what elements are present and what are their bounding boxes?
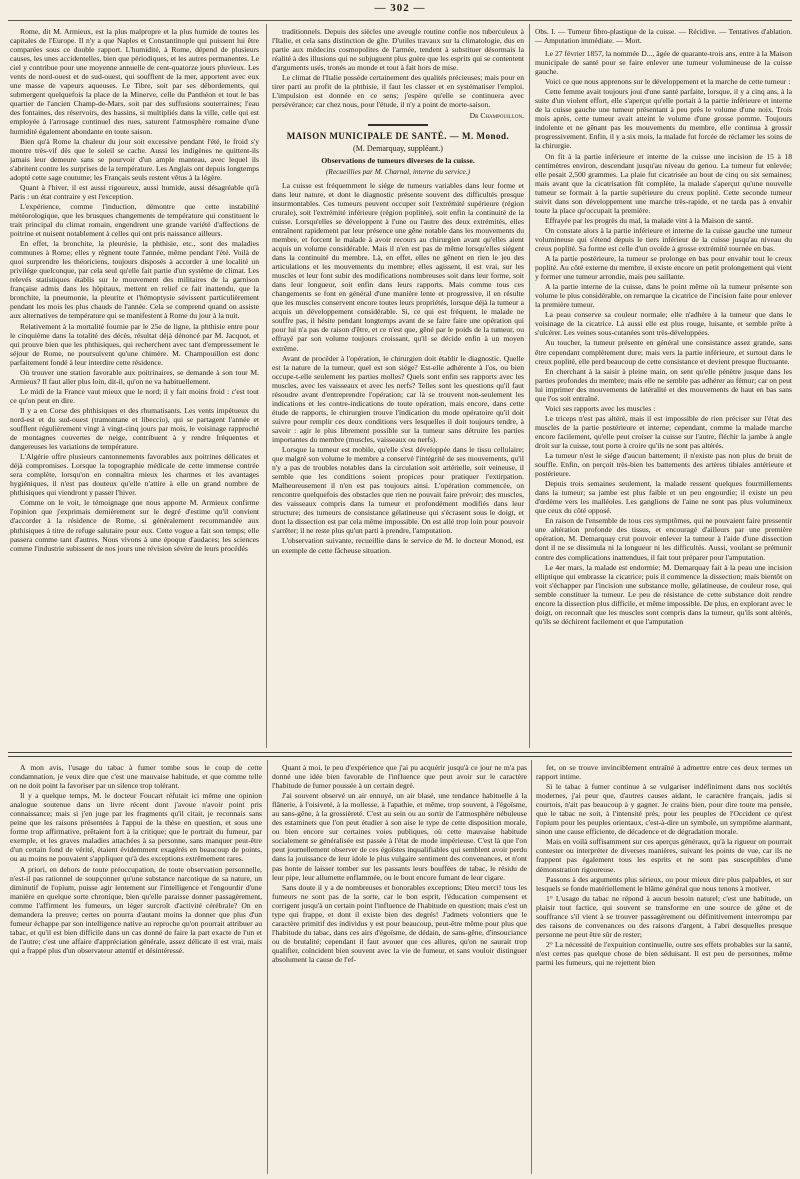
- paragraph: A la partie interne de la cuisse, dans le point même où la tumeur présente son volume le plus considérable, on remarque la cicatrice de l'incision faite pour enlever la première tumeur.: [535, 282, 792, 310]
- paragraph: La tumeur n'est le siége d'aucun battement; il n'existe pas non plus de bruit de souffle. Enfin, on perçoit très-bien les battements des artères tibiales antérieure et postérieure.: [535, 451, 792, 479]
- paragraph: La peau conserve sa couleur normale; elle n'adhère à la tumeur que dans le voisinage de la cicatrice. Là aussi elle est plus rouge, luisante, et semble prête à s'ulcérer. Les veines sous-cutanées sont très-développées.: [535, 310, 792, 338]
- paragraph: Avant de procéder à l'opération, le chirurgien doit établir le diagnostic. Quelle est la nature de la tumeur, quel est son siége? Est-elle adhérente à l'os, ou bien occupe-t-elle seulement les parties molles? Quels sont enfin ses rapports avec les muscles, avec les vaisseaux et avec les nerfs? Telles sont les questions qu'il faut résoudre avant d'entreprendre l'opération; car là se trouvent non-seulement les indications et les contre-indications de toute opération, mais encore, dans cette étude de rapports, le chirurgien trouve l'indication du mode opératoire qu'il doit suivre pour remplir ces deux conditions vers lesquelles il doit toujours tendre, à savoir : agir le plus librement possible sur la tumeur sans détruire les parties importantes du membre (muscles, vaisseaux ou nerfs).: [272, 353, 524, 444]
- paragraph: fet, on se trouve invinciblement entraîné à admettre entre ces deux termes un rapport intime.: [536, 763, 792, 782]
- column-rule: [266, 24, 267, 748]
- paragraph: Cette femme avait toujours joui d'une santé parfaite, lorsque, il y a cinq ans, à la suite d'un violent effort, elle s'aperçut qu'elle portait à la partie inférieure et interne de la cuisse gauche une tumeur présentant à peu près le volume d'une noix. Trois mois après, cette tumeur avait atteint le volume d'une grosse pomme. Toujours indolente et ne gênant pas les mouvements du membre, elle continua à grossir progressivement. Enfin, il y a six mois, la malade fut forcée de réclamer les soins de la chirurgie.: [535, 87, 792, 151]
- paragraph: Quant à l'hiver, il est aussi rigoureux, aussi humide, aussi désagréable qu'à Paris : un état contraire y est l'exception.: [10, 182, 259, 201]
- column-rule: [529, 24, 530, 748]
- page-number: — 302 —: [374, 2, 426, 14]
- paragraph: La cuisse est fréquemment le siége de tumeurs variables dans leur forme et dans leur nature, et dont le diagnostic présente souvent des difficultés presque insurmontables. Ces tumeurs peuvent occuper soit l'extrémité supérieure (région crurale), soit l'extrémité inférieure (région poplitée), soit enfin la continuité de la cuisse. Lorsqu'elles se développent à l'une ou l'autre des deux extrémités, elles entraînent rapidement par leur présence une gêne notable dans les mouvements du membre, et forcent le malade à avoir recours au chirurgien avant qu'elles aient acquis un volume considérable. Mais il n'en est pas de même lorsqu'elles siégent dans la continuité du membre. Là, en effet, elles ne gênent en rien le jeu des articulations et les mouvements du membre; elles agissent, il est vrai, sur les muscles et leur font subir des modifications nombreuses soit dans leur forme, soit dans leur longueur, soit enfin dans leurs rapports. Mais comme tous ces changements se font en général d'une manière lente et progressive, il en résulte que les muscles conservent encore toutes leurs propriétés, lorsque déjà la tumeur a acquis un développement considérable. Si, ce qui est fréquent, le malade ne souffre pas, il hésite pendant longtemps avant de se faire faire une opération qui pour lui n'a pas de raison d'être, et ce n'est que, gêné par le poids de la tumeur, ou effrayé par son volume toujours croissant, qu'il se décide enfin à un moyen extrême.: [272, 180, 524, 353]
- paragraph: L'observation suivante, recueillie dans le service de M. le docteur Monod, est un exemple de cette fâcheuse situation.: [272, 536, 524, 555]
- section-subheading: (M. Demarquay, suppléant.): [353, 143, 443, 153]
- paragraph: A la partie postérieure, la tumeur se prolonge en bas pour envahir tout le creux poplité. Au côté externe du membre, il existe encore un petit prolongement qui vient y former une tumeur arrondie, mais peu saillante.: [535, 254, 792, 282]
- article-column-2: [272, 27, 524, 743]
- header-rule: [8, 20, 792, 21]
- paragraph: Le triceps n'est pas altéré, mais il est impossible de rien préciser sur l'état des muscles de la partie postérieure et interne; cependant, comme la malade marche encore facilement, qu'elle peut croiser la cuisse sur l'autre, fléchir la jambe à angle droit sur la cuisse, tout porte à croire qu'ils ne sont pas altérés.: [535, 413, 792, 450]
- column-rule: [267, 760, 268, 1174]
- paragraph: Bien qu'à Rome la chaleur du jour soit excessive pendant l'été, le froid s'y montre très-vif dès que le soleil se cache. Aussi les indigènes ne quittent-ils jamais leur demeure sans se pourvoir d'un ample manteau, avec lequel ils s'abritent contre les surprises de la température. Les Anglais ont depuis longtemps adopté cette sage coutume; les Français seuls restent vêtus à la légère.: [10, 136, 259, 182]
- feuilleton-column-1: [10, 763, 262, 1173]
- paragraph: Où trouver une station favorable aux poitrinaires, se demande à son tour M. Armieux? Il faut aller plus loin, dit-il, qu'on ne va habituellement.: [10, 367, 259, 386]
- article-credit: (Recueillies par M. Charnal, interne du service.): [325, 166, 471, 176]
- section-separator: [8, 752, 792, 753]
- section-divider: [368, 124, 428, 126]
- paragraph: Au toucher, la tumeur présente en général une consistance assez grande, sans être cependant complètement dure; mais vers la partie inférieure, et surtout dans le creux poplité, elle perd beaucoup de cette consistance et devient presque fluctuante.: [535, 338, 792, 366]
- paragraph: Il y a en Corse des phthisiques et des rhumatisants. Les vents impétueux du nord-est et du sud-ouest (tramontane et libeccio), qui se partagent l'année et soufflent régulièrement vingt à vingt-cinq jours par mois, le voisinage rapproché de montagnes couvertes de neige, contribuent à y rendre fréquentes et dangereuses les variations de température.: [10, 405, 259, 452]
- paragraph: L'expérience, comme l'induction, démontre que cette instabilité météorologique, que les brusques changements de température qui constituent le trait principal du climat romain, engendrent une grande variété d'affections de poitrine et nuisent notablement à celles qui ont pris naissance ailleurs.: [10, 201, 259, 239]
- paragraph: A mon avis, l'usage du tabac à fumer tombe sous le coup de cette condamnation, je veux dire que c'est une mauvaise habitude, et que comme telle on ne doit point la favoriser par un silence trop tolérant.: [10, 763, 262, 791]
- paragraph: Lorsque la tumeur est mobile, qu'elle s'est développée dans le tissu cellulaire; que malgré son volume le membre a conservé l'intégrité de ses mouvements, qu'il n'y a pas de troubles notables dans la circulation soit artérielle, soit veineuse, il semble que les conditions soient propices pour pratiquer l'extirpation. Malheureusement il n'en est pas toujours ainsi. L'opération commencée, on rencontre quelquefois des obstacles que rien ne pouvait faire prévoir; des muscles, des vaisseaux compris dans la tumeur et profondément modifiés dans leur structure; des tumeurs de consistance gélatineuse qui s'écrasent sous le doigt, et dont la dissection est par cela même impossible. On est allé trop loin pour pouvoir s'arrêter; il ne reste plus qu'un parti à prendre, l'amputation.: [272, 445, 524, 536]
- paragraph: On fit à la partie inférieure et interne de la cuisse une incision de 15 à 18 centimètres environ, descendant jusqu'au niveau du genou. La tumeur fut enlevée; elle pesait 2,500 grammes. La plaie fut cicatrisée au bout de cinq ou six semaines; mais avant que la cicatrisation fût complète, la malade s'aperçut qu'une nouvelle tumeur se formait à la partie supérieure du creux poplité. Cette seconde tumeur suivit dans son développement une marche très-rapide, et ne tarda pas à envahir toute la place qu'occupait la première.: [535, 151, 792, 215]
- article-column-3: [535, 27, 792, 743]
- paragraph: En effet, la bronchite, la pleurésie, la phthisie, etc., sont des maladies communes à Rome; elles y règnent toute l'année, même pendant l'été. Voilà de quoi surprendre les théoriciens, toujours disposés à accorder à une localité un privilége quelconque, par cela seul qu'elle fait partie d'un système de climat. Les relevés statistiques établis sur le mouvement des militaires de la garnison française admis dans les hôpitaux, mettent en relief ce fait inattendu, que la bronchite, la pneumonie, la pleurite et l'hémoptysie sévissent particulièrement pendant les mois les plus chauds de l'année. Cela se comprend quand on assiste aux alternatives de température qui se manifestent à Rome du jour à la nuit.: [10, 239, 259, 321]
- paragraph: L'Algérie offre plusieurs cantonnements favorables aux poitrines délicates et déjà compromises. Lorsque la topographie médicale de cette immense contrée sera complète, lorsqu'on en connaîtra mieux les charmes et les avantages hygiéniques, il n'est pas douteux qu'elle n'attire à elle un grand nombre de phthisiques qui viendront y passer l'hiver.: [10, 452, 259, 498]
- section-separator: [8, 756, 792, 757]
- paragraph: En cherchant à la saisir à pleine main, on sent qu'elle pénètre jusque dans les parties profondes du membre; mais elle ne semble pas adhérer au fémur; car on peut lui imprimer des mouvements de latéralité et des mouvements de haut en bas sans que l'os soit entraîné.: [535, 366, 792, 403]
- paragraph: Rome, dit M. Armieux, est la plus malpropre et la plus humide de toutes les capitales de l'Europe. Il n'y a que Naples et Constantinople qui puissent lui être comparées sous ce double rapport. L'humidité, à Rome, dépend de plusieurs causes, les unes accidentelles, bien que périodiques, et les autres permanentes. Le ciel y contribue pour une moyenne annuelle de cent-quatorze jours pluvieux. Les vents de nord-ouest et de sud-ouest, qui soufflent de la mer, apportent avec eux une masse de vapeurs aqueuses. Le Tibre, soit par ses débordements, qui submergent quelquefois la place de la Minerve, celle du Panthéon et tout le bas quartier de l'ancien Champ-de-Mars, soit par des suffusions souterraines; l'eau des fontaines, des réservoirs, des bassins, si multipliés dans la ville, celle qui est employée à l'arrosage continuel des rues, saturent l'atmosphère romaine d'une humidité également abondante en toute saison.: [10, 27, 259, 136]
- paragraph: traditionnels. Depuis des siècles une aveugle routine confie nos tuberculeux à l'Italie, et cela sans distinction de gîte. D'utiles travaux sur la climatologie, dus en partie aux médecins cosmopolites de l'armée, tendent à substituer désormais la réalité à des illusions qui ne subjuguent plus guère que les esprits qui se contentent d'arguments usés, tronés au monde et tout à fait hors de mise.: [272, 27, 524, 73]
- paragraph: Depuis trois semaines seulement, la malade ressent quelques fourmillements dans la tumeur; sa jambe est plus faible et un peu engourdie; il existe un peu d'œdème vers les malléoles. Les ganglions de l'aine ne sont pas plus volumineux que ceux du côté opposé.: [535, 479, 792, 516]
- article-title: Observations de tumeurs diverses de la cuisse.: [321, 155, 475, 165]
- feuilleton-column-3: [536, 763, 792, 1173]
- paragraph: Si le tabac à fumer continue à se vulgariser indéfiniment dans nos sociétés modernes, j'ai peur que, d'autres causes aidant, le caractère français, jadis si courtois, n'ait pas beaucoup à y gagner. Je crains bien, pour dire toute ma pensée, que le tabac ne soit, à l'intensité près, pour les peuples de l'Occident ce qu'est l'opium pour les peuples orientaux, c'est-à-dire un symbole, un symptôme alarmant, sinon une cause efficiente, de décadence et de dégradation morale.: [536, 782, 792, 837]
- paragraph: Il y a quelque temps, M. le docteur Foucart réfutait ici même une opinion analogue soutenue dans un livre récent dont j'avoue n'avoir point pris connaissance; mais si j'en juge par les fragments qu'il citait, je reconnais sans peine que les raisons présentées à l'appui de la thèse en question, et sous une forme trop affirmative, prêtaient fort à la critique; que le portrait du fumeur, par exemple, et les graves maladies attachées à sa personne, sans manquer peut-être d'un certain fond de vérité, étaient évidemment exagérés en beaucoup de points, ou au moins ne pouvaient s'appliquer qu'à des exceptions extrêmement rares.: [10, 791, 262, 864]
- paragraph: Voici ce que nous apprenons sur le développement et la marche de cette tumeur :: [545, 77, 791, 87]
- paragraph: Sans doute il y a de nombreuses et honorables exceptions; Dieu merci! tous les fumeurs ne sont pas de la sorte, car le bon esprit, l'éducation compensent et corrigent jusqu'à un certain point l'influence de l'habitude en question; mais c'est un type qui frappe, et dont il existe bien des degrés! J'admets volontiers que le caractère primitif des individus y est pour beaucoup, peut-être même pour plus que l'habitude du tabac, dans ces airs d'égoïsme, de dédain, de sans-gêne, d'insouciance ou de brutalité; cependant il faut avouer que ces allures, qu'on ne saurait trop qualifier, coïncident bien souvent avec la vie de fumeur, et sans vouloir distinguer absolument la cause de l'ef-: [272, 882, 527, 964]
- paragraph: Mais en voilà suffisamment sur ces aperçus généraux, qu'à la rigueur on pourrait contester ou interpréter de diverses manières, suivant les points de vue, car ils ne frappent pas également tous les esprits et ne sont pas susceptibles d'une démonstration rigoureuse.: [536, 837, 792, 874]
- article-column-1: [10, 27, 259, 743]
- paragraph: Comme on le voit, le témoignage que nous apporte M. Armieux confirme l'opinion que j'exprimais dernièrement sur le degré d'estime qu'il convient d'accorder à la résidence de Rome, si généralement recommandée aux phthisiques à titre de refuge salutaire pour eux. Cette vogue a fait son temps; elle passera comme tant d'autres. Nous vivons à une époque d'audaces; les sciences comme l'industrie subissent de nos jours une révision sévère de leurs procédés: [10, 498, 259, 553]
- paragraph: A priori, en dehors de toute préoccupation, de toute observation personnelle, n'est-il pas rationnel de soupçonner qu'une substance narcotique de sa nature, un diminutif de l'opium, puisse agir lentement sur l'intelligence et l'engourdir d'une manière en quelque sorte chronique, bien qu'elle paraisse donner passagèrement, comme l'affirment les fumeurs, un léger surcroît d'activité cérébrale? On en demandera la preuve; certes on pourra d'autant moins la donner que plus d'un fumeur échappe par son intelligence native au reproche qu'on pourrait attribuer au tabac, et qu'il est bien difficile dans un cas donné de faire la part exacte de l'un et de l'autre; c'est une affaire d'appréciation générale, assez délicate il est vrai, mais qui a frappé plus d'un observateur attentif et désintéressé.: [10, 864, 262, 955]
- paragraph: Le midi de la France vaut mieux que le nord; il y fait moins froid : c'est tout ce qu'on peut en dire.: [10, 386, 259, 405]
- paragraph: Effrayée par les progrès du mal, la malade vint à la Maison de santé.: [545, 215, 753, 225]
- paragraph: On constate alors à la partie inférieure et interne de la cuisse gauche une tumeur volumineuse qui s'étend depuis le tiers inférieur de la cuisse jusqu'au niveau du creux poplité. Sa forme est celle d'un ovoïde à grosse extrémité tournée en bas.: [535, 225, 792, 253]
- paragraph: 1° L'usage du tabac ne répond à aucun besoin naturel; c'est une habitude, un plaisir tout factice, qui souvent se transforme en une source de gêne et de souffrance s'il vient à se trouver passagèrement ou définitivement interrompu par des raisons de convenances ou des raisons d'argent, à l'abri desquelles presque personne ne peut être sûr de rester;: [536, 893, 792, 939]
- paragraph: J'ai souvent observé un air ennuyé, un air blasé, une tendance habituelle à la flânerie, à l'oisiveté, à la mollesse, à l'apathie, et même, trop souvent, à l'égoïsme, au sans-gêne, à la grossièreté. C'est au sein ou au sortir de l'atmosphère nébuleuse des estaminets que l'on peut étudier à son aise le type de cette disposition morale, ou bien encore sur certaines voies publiques, où cette mauvaise habitude socialement se généralisée est passée à l'état de mode impérieuse. C'est là que l'on peut journellement observer de ces égoïstes inqualifiables qui semblent avoir perdu dans la jouissance de leur idole le plus vulgaire sentiment des convenances, et n'ont pas honte de laisser tomber sur les passants leurs bouffées de tabac, le résidu de leur pipe, leur allumette enflammée, ou le bout encore fumant de leur cigare.: [272, 791, 527, 882]
- observation-title: Obs. I. — Tumeur fibro-plastique de la cuisse. — Récidive. — Tentatives d'ablation. — Amputation immédiate. — Mort.: [535, 27, 792, 45]
- paragraph: Le 4er mars, la malade est endormie; M. Demarquay fait à la peau une incision elliptique qui embrasse la cicatrice; puis il commence la dissection; mais bientôt on voit s'échapper par l'incision une substance molle, gélatineuse, de couleur rose, qui semble constituer la tumeur. Le peu de résistance de cette substance doit rendre encore la dissection plus difficile, et même impossible. De plus, en explorant avec le doigt, on reconnaît que les muscles sont compris dans la tumeur, qu'ils sont altérés, qu'ils se déchirent facilement et que l'amputation: [535, 562, 792, 626]
- feuilleton-column-2: [272, 763, 527, 1173]
- paragraph: Le climat de l'Italie possède certainement des qualités précieuses; mais pour en tirer parti au profit de la phthisie, il faut les classer et en systématiser l'emploi. L'impulsion est donnée en ce sens; j'espère qu'elle se continuera avec persévérance; car chez nous, pour l'étude, il n'y a point de morte-saison.: [272, 73, 524, 110]
- paragraph: Relativement à la mortalité fournie par le 25e de ligne, la phthisie entre pour le cinquième dans la totalité des décès, résultat déjà dénoncé par M. Jacquot, et qui prouve bien que les phthisiques, qui recherchent avec tant d'empressement le séjour de Rome, ne poursuivent qu'une chimère. M. Champouillon est donc parfaitement fondé à leur interdire cette résidence.: [10, 321, 259, 367]
- paragraph: Le 27 février 1857, la nommée D..., âgée de quarante-trois ans, entre à la Maison municipale de santé pour se faire enlever une tumeur volumineuse de la cuisse gauche.: [535, 49, 792, 77]
- signature: Dr Champouillon.: [469, 111, 524, 121]
- section-heading: MAISON MUNICIPALE DE SANTÉ. — M. Monod.: [286, 131, 510, 142]
- column-rule: [531, 760, 532, 1174]
- paragraph: 2° La nécessité de l'expuition continuelle, outre ses effets probables sur la santé, n'est certes pas quelque chose de bien séduisant. Il est peu de personnes, même parmi les fumeurs, qui ne rejettent bien: [536, 939, 792, 967]
- paragraph: Voici ses rapports avec les muscles :: [545, 403, 656, 413]
- paragraph: En raison de l'ensemble de tous ces symptômes, qui ne pouvaient faire pressentir une altération profonde des tissus, et encouragé d'ailleurs par une première opération, M. Demarquay crut pouvoir enlever la tumeur à l'aide d'une dissection dont il ne se dissimula ni la longueur ni les difficultés. Aussi, voulant se prémunir contre des complications inattendues, il fait tout préparer pour l'amputation.: [535, 516, 792, 562]
- paragraph: Quant à moi, le peu d'expérience que j'ai pu acquérir jusqu'à ce jour ne m'a pas donné une idée bien favorable de l'influence que peut avoir sur le caractère l'habitude de fumer poussée à un certain degré.: [272, 763, 527, 791]
- paragraph: Passons à des arguments plus sérieux, ou pour mieux dire plus palpables, et sur lesquels se fonde matériellement le blâme général que nous tenons à motiver.: [536, 874, 792, 893]
